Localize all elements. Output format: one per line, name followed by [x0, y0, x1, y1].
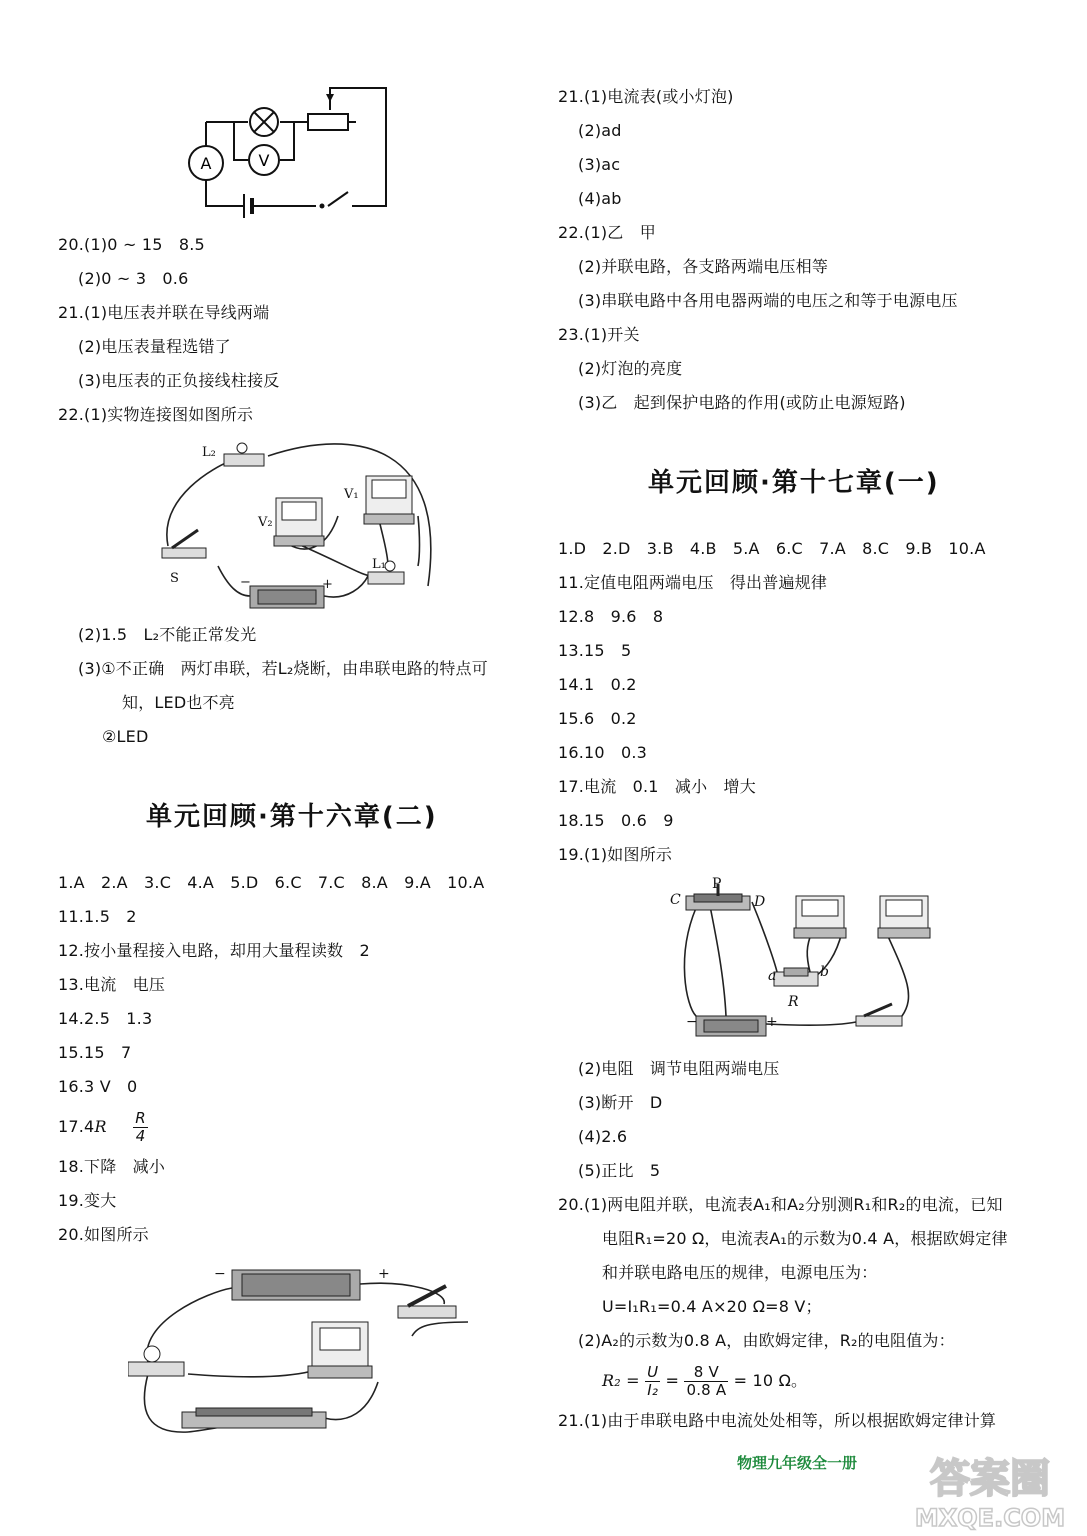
- answer-line-l22-1: 22.(1)实物连接图如图所示: [58, 405, 254, 424]
- answer-line-r23-1: 23.(1)开关: [558, 325, 640, 344]
- answer-line-b11: 11.定值电阻两端电压 得出普遍规律: [558, 573, 828, 592]
- answer-line-b19-5: (5)正比 5: [578, 1161, 661, 1180]
- section-heading-17-1: 单元回顾·第十七章(一): [648, 468, 940, 498]
- v2-label: V₂: [258, 515, 273, 530]
- answer-line-b20-4: U=I₁R₁=0.4 A×20 Ω=8 V；: [602, 1297, 822, 1316]
- battery-plus-label-19: +: [766, 1014, 778, 1030]
- answer-line-r21-3: (3)ac: [578, 155, 621, 174]
- answer-line-b18: 18.15 0.6 9: [558, 811, 674, 830]
- answer-line-l21-1: 21.(1)电压表并联在导线两端: [58, 303, 270, 322]
- answer-line-l20-1: 20.(1)0 ~ 15 8.5: [58, 235, 205, 254]
- answer-line-b12: 12.8 9.6 8: [558, 607, 664, 626]
- answer-line-b15: 15.6 0.2: [558, 709, 637, 728]
- answer-line-a1: 1.A 2.A 3.C 4.A 5.D 6.C 7.C 8.A 9.A 10.A: [58, 873, 485, 892]
- answer-21-right: 21.(1)由于串联电路中电流处处相等，所以根据欧姆定律计算: [558, 1411, 997, 1430]
- answer-line-a13: 13.电流 电压: [58, 975, 166, 994]
- answer-line-r21-2: (2)ad: [578, 121, 622, 140]
- answer-line-b19-3: (3)断开 D: [578, 1093, 663, 1112]
- answer-line-r21-1: 21.(1)电流表(或小灯泡): [558, 87, 734, 106]
- answer-line-a19: 19.变大: [58, 1191, 117, 1210]
- section-heading-16-2: 单元回顾·第十六章(二): [146, 802, 438, 832]
- watermark-url: MXQE.COM: [914, 1504, 1066, 1532]
- answer-line-l22-3: (3)①不正确 两灯串联，若L₂烧断，由串联电路的特点可: [78, 659, 488, 678]
- answer-line-b17: 17.电流 0.1 减小 增大: [558, 777, 756, 796]
- battery-minus-label: −: [240, 575, 251, 590]
- answer-line-l20-2: (2)0 ~ 3 0.6: [78, 269, 189, 288]
- answer-line-l21-3: (3)电压表的正负接线柱接反: [78, 371, 280, 390]
- ammeter-label: A: [200, 154, 212, 173]
- answer-line-b16: 16.10 0.3: [558, 743, 648, 762]
- battery-plus-label: +: [322, 577, 333, 592]
- answer-line-b1: 1.D 2.D 3.B 4.B 5.A 6.C 7.A 8.C 9.B 10.A: [558, 539, 986, 558]
- answer-line-r22-1: 22.(1)乙 甲: [558, 223, 656, 242]
- answer-line-r23-2: (2)灯泡的亮度: [578, 359, 683, 378]
- answer-17-prefix: 17.4: [58, 1117, 95, 1136]
- answer-line-a18: 18.下降 减小: [58, 1157, 166, 1176]
- formula-fraction-1: [645, 1364, 660, 1399]
- formula-equals: =: [665, 1371, 680, 1390]
- answer-line-l22-4: 知，LED也不亮: [122, 693, 235, 712]
- terminal-c-label: C: [670, 892, 681, 908]
- r2-formula: [602, 1364, 807, 1399]
- answer-line-b19-2: (2)电阻 调节电阻两端电压: [578, 1059, 780, 1078]
- terminal-d-label: D: [754, 894, 766, 910]
- answer-line-b20-1: 20.(1)两电阻并联，电流表A₁和A₂分别测R₁和R₂的电流，已知: [558, 1195, 1003, 1214]
- physical-circuit-20: [128, 1262, 468, 1434]
- voltmeter-label: V: [258, 151, 270, 170]
- slider-p-label: P: [712, 876, 722, 892]
- answer-line-b14: 14.1 0.2: [558, 675, 637, 694]
- answer-line-b20-2: 电阻R₁=20 Ω，电流表A₁的示数为0.4 A，根据欧姆定律: [602, 1229, 1008, 1248]
- battery-plus-label-20: +: [378, 1266, 390, 1282]
- answer-line-b20-5: (2)A₂的示数为0.8 A，由欧姆定律，R₂的电阻值为：: [578, 1331, 955, 1350]
- answer-line-b13: 13.15 5: [558, 641, 632, 660]
- formula-num2: 8 V: [684, 1364, 728, 1382]
- answer-line-r23-3: (3)乙 起到保护电路的作用(或防止电源短路): [578, 393, 906, 412]
- answer-line-r22-3: (3)串联电路中各用电器两端的电压之和等于电源电压: [578, 291, 958, 310]
- answer-17-fraction: [133, 1110, 148, 1145]
- answer-line-b20-3: 和并联电路电压的规律，电源电压为：: [602, 1263, 878, 1282]
- answer-line-a15: 15.15 7: [58, 1043, 132, 1062]
- physical-circuit-19: [666, 876, 936, 1048]
- answer-line-a14: 14.2.5 1.3: [58, 1009, 153, 1028]
- switch-label: S: [170, 571, 179, 586]
- fraction-numerator: R: [135, 1109, 146, 1127]
- answer-line-r22-2: (2)并联电路，各支路两端电压相等: [578, 257, 829, 276]
- answer-line-a16: 16.3 V 0: [58, 1077, 138, 1096]
- battery-minus-label-19: −: [686, 1014, 698, 1030]
- footer-book-title: 物理九年级全一册: [737, 1454, 858, 1472]
- formula-fraction-2: [684, 1364, 728, 1399]
- watermark-logo: [900, 1448, 1080, 1532]
- physical-circuit-22: [158, 436, 458, 616]
- answer-line-l22-5: ②LED: [102, 727, 149, 746]
- answer-line-a20: 20.如图所示: [58, 1225, 149, 1244]
- answer-line-b19-4: (4)2.6: [578, 1127, 628, 1146]
- l1-label: L₁: [372, 557, 386, 572]
- battery-minus-label-20: −: [214, 1266, 226, 1282]
- answer-line-l22-2: (2)1.5 L₂不能正常发光: [78, 625, 257, 644]
- terminal-a-label: a: [768, 968, 777, 984]
- v1-label: V₁: [344, 487, 359, 502]
- watermark-text: 答案圈: [930, 1456, 1050, 1502]
- answer-17-var: R: [94, 1117, 107, 1136]
- terminal-b-label: b: [820, 964, 829, 980]
- answer-17: [58, 1110, 148, 1145]
- formula-rhs: = 10 Ω。: [733, 1371, 808, 1390]
- answer-line-a12: 12.按小量程接入电路，却用大量程读数 2: [58, 941, 370, 960]
- l2-label: L₂: [202, 445, 216, 460]
- formula-den1: I₂: [647, 1381, 659, 1399]
- resistor-r-label: R: [788, 994, 799, 1010]
- formula-num1: U: [647, 1363, 659, 1381]
- answer-line-r21-4: (4)ab: [578, 189, 622, 208]
- answer-line-l21-2: (2)电压表量程选错了: [78, 337, 231, 356]
- formula-lhs: R₂ =: [602, 1371, 640, 1390]
- fraction-denominator: 4: [135, 1127, 146, 1145]
- answer-line-a11: 11.1.5 2: [58, 907, 137, 926]
- formula-den2: 0.8 A: [686, 1381, 727, 1399]
- answer-line-b19: 19.(1)如图所示: [558, 845, 673, 864]
- circuit-diagram-top: [186, 84, 422, 220]
